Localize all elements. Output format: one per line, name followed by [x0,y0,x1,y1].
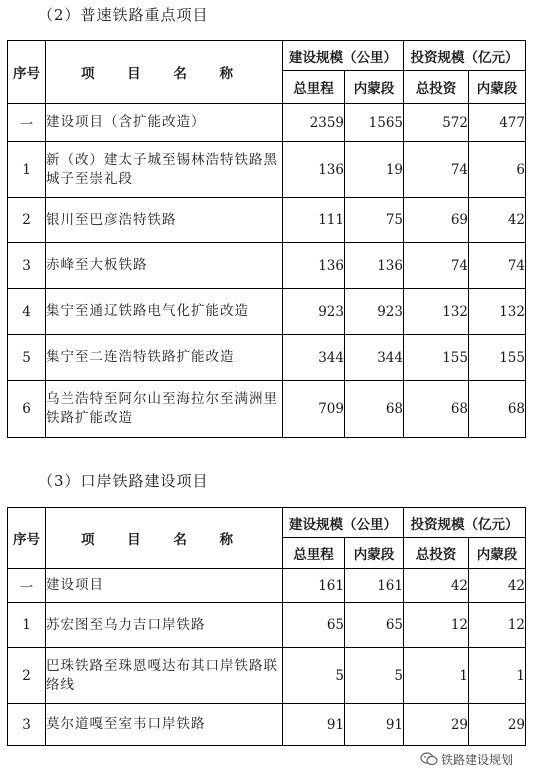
cell-nm-km: 136 [345,243,404,289]
cell-total-inv: 155 [404,335,469,381]
cell-nm-inv: 155 [469,335,526,381]
cell-name: 莫尔道嘎至室韦口岸铁路 [46,704,283,746]
table-row [8,289,526,335]
cell-seq: 1 [8,142,46,198]
table-row [8,648,526,704]
cell-nm-km: 923 [345,289,404,335]
cell-total-inv: 29 [404,704,469,746]
watermark [418,751,515,769]
cell-total-km: 923 [283,289,345,335]
cell-name: 苏宏图至乌力吉口岸铁路 [46,603,283,648]
header-total-km: 总里程 [283,71,345,104]
cell-total-inv: 132 [404,289,469,335]
cell-total-km: 5 [283,648,345,704]
cell-seq: 4 [8,289,46,335]
wechat-icon [420,752,438,769]
table-row [8,569,526,603]
cell-seq: 一 [8,569,46,603]
header-seq: 序号 [8,508,46,569]
cell-nm-inv: 74 [469,243,526,289]
cell-name: 建设项目（含扩能改造） [46,104,283,142]
cell-total-km: 65 [283,603,345,648]
table-row [8,603,526,648]
table-row [8,104,526,142]
header-total-inv: 总投资 [404,71,469,104]
table-port-railway [7,507,526,746]
cell-name: 集宁至二连浩特铁路扩能改造 [46,335,283,381]
cell-seq: 一 [8,104,46,142]
header-invest-group: 投资规模（亿元） [404,508,526,538]
header-name-label: 项 目 名 称 [80,66,248,82]
section-title-3: （3）口岸铁路建设项目 [38,472,209,490]
cell-nm-km: 161 [345,569,404,603]
cell-seq: 3 [8,704,46,746]
header-total-inv: 总投资 [404,538,469,569]
cell-nm-km: 344 [345,335,404,381]
cell-seq: 2 [8,198,46,243]
cell-total-inv: 1 [404,648,469,704]
cell-nm-km: 5 [345,648,404,704]
cell-total-inv: 12 [404,603,469,648]
cell-nm-inv: 1 [469,648,526,704]
cell-seq: 3 [8,243,46,289]
cell-total-km: 709 [283,381,345,438]
cell-total-inv: 74 [404,243,469,289]
cell-total-km: 161 [283,569,345,603]
table-row [8,142,526,198]
table-row [8,381,526,438]
cell-total-inv: 69 [404,198,469,243]
cell-seq: 5 [8,335,46,381]
cell-name: 银川至巴彦浩特铁路 [46,198,283,243]
header-scale-group: 建设规模（公里） [283,508,404,538]
table-row [8,335,526,381]
cell-nm-km: 1565 [345,104,404,142]
header-invest-group: 投资规模（亿元） [404,41,526,71]
cell-total-inv: 572 [404,104,469,142]
cell-total-inv: 74 [404,142,469,198]
cell-nm-inv: 29 [469,704,526,746]
header-name [46,508,283,569]
header-name [46,41,283,104]
cell-name: 新（改）建太子城至锡林浩特铁路黑城子至崇礼段 [46,142,283,198]
cell-nm-km: 19 [345,142,404,198]
header-nm-inv: 内蒙段 [469,71,526,104]
cell-total-km: 2359 [283,104,345,142]
cell-total-km: 136 [283,243,345,289]
cell-name: 巴珠铁路至珠恩嘎达布其口岸铁路联络线 [46,648,283,704]
header-seq: 序号 [8,41,46,104]
cell-name: 乌兰浩特至阿尔山至海拉尔至满洲里铁路扩能改造 [46,381,283,438]
cell-name: 赤峰至大板铁路 [46,243,283,289]
table-row [8,243,526,289]
cell-nm-km: 65 [345,603,404,648]
cell-total-inv: 68 [404,381,469,438]
cell-seq: 2 [8,648,46,704]
cell-total-inv: 42 [404,569,469,603]
cell-total-km: 111 [283,198,345,243]
cell-nm-inv: 68 [469,381,526,438]
table-row [8,198,526,243]
table-ordinary-railway [7,40,526,438]
cell-nm-km: 68 [345,381,404,438]
cell-nm-km: 75 [345,198,404,243]
watermark-text: 铁路建设规划 [441,753,514,767]
header-nm-km: 内蒙段 [345,71,404,104]
cell-name: 建设项目 [46,569,283,603]
cell-nm-km: 91 [345,704,404,746]
header-name-label: 项 目 名 称 [80,532,248,548]
cell-total-km: 91 [283,704,345,746]
section-title-2: （2）普速铁路重点项目 [38,6,209,24]
cell-nm-inv: 42 [469,198,526,243]
cell-nm-inv: 6 [469,142,526,198]
cell-total-km: 344 [283,335,345,381]
cell-name: 集宁至通辽铁路电气化扩能改造 [46,289,283,335]
table-row [8,704,526,746]
cell-nm-inv: 477 [469,104,526,142]
cell-total-km: 136 [283,142,345,198]
header-total-km: 总里程 [283,538,345,569]
header-nm-inv: 内蒙段 [469,538,526,569]
cell-nm-inv: 42 [469,569,526,603]
cell-nm-inv: 12 [469,603,526,648]
cell-seq: 1 [8,603,46,648]
header-nm-km: 内蒙段 [345,538,404,569]
cell-seq: 6 [8,381,46,438]
header-scale-group: 建设规模（公里） [283,41,404,71]
cell-nm-inv: 132 [469,289,526,335]
